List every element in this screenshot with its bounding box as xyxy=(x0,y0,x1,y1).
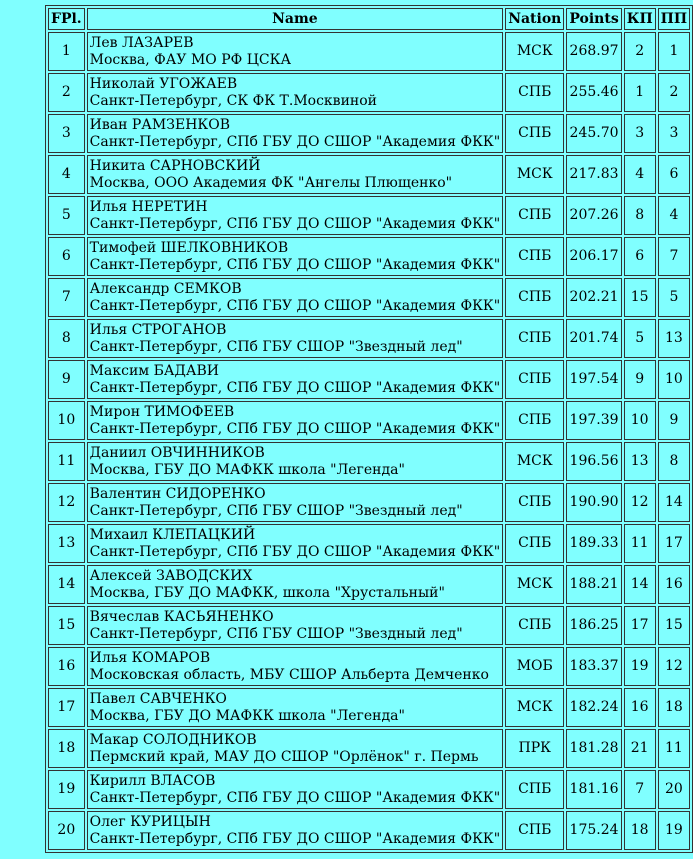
table-row xyxy=(48,360,690,399)
short-program-cell: 4 xyxy=(624,155,656,194)
name-cell xyxy=(87,565,504,604)
nation-cell: МОБ xyxy=(505,647,564,686)
name-cell xyxy=(87,811,504,850)
skater-name: Валентин СИДОРЕНКО xyxy=(89,485,266,502)
short-program-cell: 17 xyxy=(624,606,656,645)
points-cell: 189.33 xyxy=(566,524,621,563)
skater-name: Макар СОЛОДНИКОВ xyxy=(89,731,257,748)
points-cell: 188.21 xyxy=(566,565,621,604)
skater-club: Санкт-Петербург, СПб ГБУ ДО СШОР "Академия ФКК" xyxy=(89,133,501,150)
points-cell: 190.90 xyxy=(566,483,621,522)
free-program-cell: 19 xyxy=(658,811,690,850)
free-program-cell: 1 xyxy=(658,32,690,71)
free-program-cell: 10 xyxy=(658,360,690,399)
header-nation: Nation xyxy=(505,8,564,30)
free-program-cell: 11 xyxy=(658,729,690,768)
short-program-cell: 1 xyxy=(624,73,656,112)
free-program-cell: 18 xyxy=(658,688,690,727)
name-cell xyxy=(87,319,504,358)
short-program-cell: 11 xyxy=(624,524,656,563)
skater-name: Михаил КЛЕПАЦКИЙ xyxy=(89,526,256,543)
nation-cell: СПБ xyxy=(505,237,564,276)
table-row xyxy=(48,32,690,71)
nation-cell: СПБ xyxy=(505,114,564,153)
place-cell: 17 xyxy=(48,688,85,727)
skater-club: Московская область, МБУ СШОР Альберта Демченко xyxy=(89,666,489,683)
short-program-cell: 15 xyxy=(624,278,656,317)
skater-name: Даниил ОВЧИННИКОВ xyxy=(89,444,265,461)
name-cell xyxy=(87,442,504,481)
table-row xyxy=(48,196,690,235)
place-cell: 14 xyxy=(48,565,85,604)
header-free-program: ПП xyxy=(658,8,690,30)
name-cell xyxy=(87,114,504,153)
skater-club: Санкт-Петербург, СПб ГБУ ДО СШОР "Академия ФКК" xyxy=(89,256,501,273)
skater-name: Алексей ЗАВОДСКИХ xyxy=(89,567,253,584)
free-program-cell: 17 xyxy=(658,524,690,563)
name-cell xyxy=(87,688,504,727)
short-program-cell: 6 xyxy=(624,237,656,276)
place-cell: 2 xyxy=(48,73,85,112)
place-cell: 12 xyxy=(48,483,85,522)
points-cell: 245.70 xyxy=(566,114,621,153)
free-program-cell: 7 xyxy=(658,237,690,276)
nation-cell: СПБ xyxy=(505,278,564,317)
skater-club: Санкт-Петербург, СПб ГБУ ДО СШОР "Академия ФКК" xyxy=(89,297,501,314)
table-row xyxy=(48,278,690,317)
short-program-cell: 8 xyxy=(624,196,656,235)
skater-name: Илья КОМАРОВ xyxy=(89,649,211,666)
table-row xyxy=(48,73,690,112)
nation-cell: СПБ xyxy=(505,319,564,358)
free-program-cell: 16 xyxy=(658,565,690,604)
skater-name: Лев ЛАЗАРЕВ xyxy=(89,34,194,51)
points-cell: 255.46 xyxy=(566,73,621,112)
points-cell: 202.21 xyxy=(566,278,621,317)
short-program-cell: 18 xyxy=(624,811,656,850)
table-row xyxy=(48,442,690,481)
short-program-cell: 9 xyxy=(624,360,656,399)
header-short-program: КП xyxy=(624,8,656,30)
name-cell xyxy=(87,360,504,399)
nation-cell: ПРК xyxy=(505,729,564,768)
place-cell: 10 xyxy=(48,401,85,440)
points-cell: 181.16 xyxy=(566,770,621,809)
skater-name: Илья НЕРЕТИН xyxy=(89,198,208,215)
nation-cell: МСК xyxy=(505,32,564,71)
points-cell: 268.97 xyxy=(566,32,621,71)
name-cell xyxy=(87,770,504,809)
nation-cell: СПБ xyxy=(505,524,564,563)
name-cell xyxy=(87,606,504,645)
table-row xyxy=(48,647,690,686)
place-cell: 6 xyxy=(48,237,85,276)
table-row xyxy=(48,114,690,153)
place-cell: 13 xyxy=(48,524,85,563)
table-row xyxy=(48,237,690,276)
skater-club: Москва, ГБУ ДО МАФКК школа "Легенда" xyxy=(89,707,405,724)
short-program-cell: 13 xyxy=(624,442,656,481)
free-program-cell: 20 xyxy=(658,770,690,809)
points-cell: 175.24 xyxy=(566,811,621,850)
skater-name: Мирон ТИМОФЕЕВ xyxy=(89,403,235,420)
name-cell xyxy=(87,237,504,276)
nation-cell: МСК xyxy=(505,688,564,727)
skater-club: Санкт-Петербург, СПб ГБУ СШОР "Звездный лед" xyxy=(89,338,463,355)
skater-club: Санкт-Петербург, СК ФК Т.Москвиной xyxy=(89,92,377,109)
table-row xyxy=(48,606,690,645)
table-row xyxy=(48,401,690,440)
short-program-cell: 21 xyxy=(624,729,656,768)
table-row xyxy=(48,483,690,522)
skater-name: Кирилл ВЛАСОВ xyxy=(89,772,216,789)
free-program-cell: 2 xyxy=(658,73,690,112)
name-cell xyxy=(87,647,504,686)
skater-name: Александр СЕМКОВ xyxy=(89,280,242,297)
short-program-cell: 12 xyxy=(624,483,656,522)
place-cell: 19 xyxy=(48,770,85,809)
skater-club: Пермский край, МАУ ДО СШОР "Орлёнок" г. Пермь xyxy=(89,748,479,765)
free-program-cell: 8 xyxy=(658,442,690,481)
place-cell: 11 xyxy=(48,442,85,481)
place-cell: 1 xyxy=(48,32,85,71)
table-row xyxy=(48,155,690,194)
place-cell: 9 xyxy=(48,360,85,399)
table-row xyxy=(48,770,690,809)
skater-name: Никита САРНОВСКИЙ xyxy=(89,157,261,174)
skater-club: Санкт-Петербург, СПб ГБУ ДО СШОР "Академия ФКК" xyxy=(89,789,501,806)
skater-club: Санкт-Петербург, СПб ГБУ СШОР "Звездный лед" xyxy=(89,502,463,519)
place-cell: 20 xyxy=(48,811,85,850)
place-cell: 4 xyxy=(48,155,85,194)
free-program-cell: 5 xyxy=(658,278,690,317)
header-row xyxy=(48,8,690,30)
name-cell xyxy=(87,196,504,235)
place-cell: 15 xyxy=(48,606,85,645)
skater-name: Максим БАДАВИ xyxy=(89,362,219,379)
skater-club: Москва, ГБУ ДО МАФКК, школа "Хрустальный" xyxy=(89,584,445,601)
points-cell: 217.83 xyxy=(566,155,621,194)
free-program-cell: 15 xyxy=(658,606,690,645)
table-row xyxy=(48,565,690,604)
skater-club: Санкт-Петербург, СПб ГБУ ДО СШОР "Академия ФКК" xyxy=(89,543,501,560)
table-row xyxy=(48,524,690,563)
free-program-cell: 9 xyxy=(658,401,690,440)
points-cell: 207.26 xyxy=(566,196,621,235)
short-program-cell: 19 xyxy=(624,647,656,686)
points-cell: 201.74 xyxy=(566,319,621,358)
skater-name: Олег КУРИЦЫН xyxy=(89,813,211,830)
nation-cell: СПБ xyxy=(505,770,564,809)
name-cell xyxy=(87,483,504,522)
skater-club: Санкт-Петербург, СПб ГБУ ДО СШОР "Академия ФКК" xyxy=(89,420,501,437)
place-cell: 7 xyxy=(48,278,85,317)
points-cell: 197.54 xyxy=(566,360,621,399)
place-cell: 16 xyxy=(48,647,85,686)
table-row xyxy=(48,688,690,727)
nation-cell: СПБ xyxy=(505,401,564,440)
short-program-cell: 5 xyxy=(624,319,656,358)
skater-club: Москва, ГБУ ДО МАФКК школа "Легенда" xyxy=(89,461,405,478)
skater-club: Санкт-Петербург, СПб ГБУ ДО СШОР "Академия ФКК" xyxy=(89,379,501,396)
name-cell xyxy=(87,32,504,71)
nation-cell: СПБ xyxy=(505,73,564,112)
header-place: FPl. xyxy=(48,8,85,30)
points-cell: 181.28 xyxy=(566,729,621,768)
free-program-cell: 3 xyxy=(658,114,690,153)
place-cell: 5 xyxy=(48,196,85,235)
points-cell: 197.39 xyxy=(566,401,621,440)
skater-name: Павел САВЧЕНКО xyxy=(89,690,227,707)
table-row xyxy=(48,729,690,768)
nation-cell: МСК xyxy=(505,565,564,604)
name-cell xyxy=(87,729,504,768)
free-program-cell: 6 xyxy=(658,155,690,194)
results-table xyxy=(45,5,693,853)
skater-club: Москва, ООО Академия ФК "Ангелы Плющенко" xyxy=(89,174,453,191)
skater-name: Тимофей ШЕЛКОВНИКОВ xyxy=(89,239,289,256)
free-program-cell: 4 xyxy=(658,196,690,235)
nation-cell: СПБ xyxy=(505,360,564,399)
name-cell xyxy=(87,401,504,440)
free-program-cell: 12 xyxy=(658,647,690,686)
skater-club: Санкт-Петербург, СПб ГБУ СШОР "Звездный лед" xyxy=(89,625,463,642)
skater-name: Николай УГОЖАЕВ xyxy=(89,75,238,92)
results-table-container xyxy=(45,5,693,853)
name-cell xyxy=(87,524,504,563)
points-cell: 183.37 xyxy=(566,647,621,686)
short-program-cell: 14 xyxy=(624,565,656,604)
name-cell xyxy=(87,278,504,317)
place-cell: 8 xyxy=(48,319,85,358)
header-points: Points xyxy=(566,8,621,30)
skater-name: Иван РАМЗЕНКОВ xyxy=(89,116,230,133)
skater-club: Санкт-Петербург, СПб ГБУ ДО СШОР "Академия ФКК" xyxy=(89,215,501,232)
points-cell: 206.17 xyxy=(566,237,621,276)
points-cell: 196.56 xyxy=(566,442,621,481)
table-row xyxy=(48,811,690,850)
skater-club: Москва, ФАУ МО РФ ЦСКА xyxy=(89,51,292,68)
name-cell xyxy=(87,155,504,194)
short-program-cell: 3 xyxy=(624,114,656,153)
short-program-cell: 7 xyxy=(624,770,656,809)
nation-cell: СПБ xyxy=(505,196,564,235)
short-program-cell: 10 xyxy=(624,401,656,440)
skater-name: Илья СТРОГАНОВ xyxy=(89,321,227,338)
skater-name: Вячеслав КАСЬЯНЕНКО xyxy=(89,608,274,625)
points-cell: 182.24 xyxy=(566,688,621,727)
nation-cell: МСК xyxy=(505,442,564,481)
short-program-cell: 2 xyxy=(624,32,656,71)
name-cell xyxy=(87,73,504,112)
skater-club: Санкт-Петербург, СПб ГБУ ДО СШОР "Академия ФКК" xyxy=(89,830,501,847)
short-program-cell: 16 xyxy=(624,688,656,727)
points-cell: 186.25 xyxy=(566,606,621,645)
nation-cell: СПБ xyxy=(505,811,564,850)
nation-cell: СПБ xyxy=(505,483,564,522)
nation-cell: МСК xyxy=(505,155,564,194)
nation-cell: СПБ xyxy=(505,606,564,645)
free-program-cell: 14 xyxy=(658,483,690,522)
table-row xyxy=(48,319,690,358)
header-name: Name xyxy=(87,8,504,30)
free-program-cell: 13 xyxy=(658,319,690,358)
results-body xyxy=(48,32,690,850)
place-cell: 18 xyxy=(48,729,85,768)
place-cell: 3 xyxy=(48,114,85,153)
